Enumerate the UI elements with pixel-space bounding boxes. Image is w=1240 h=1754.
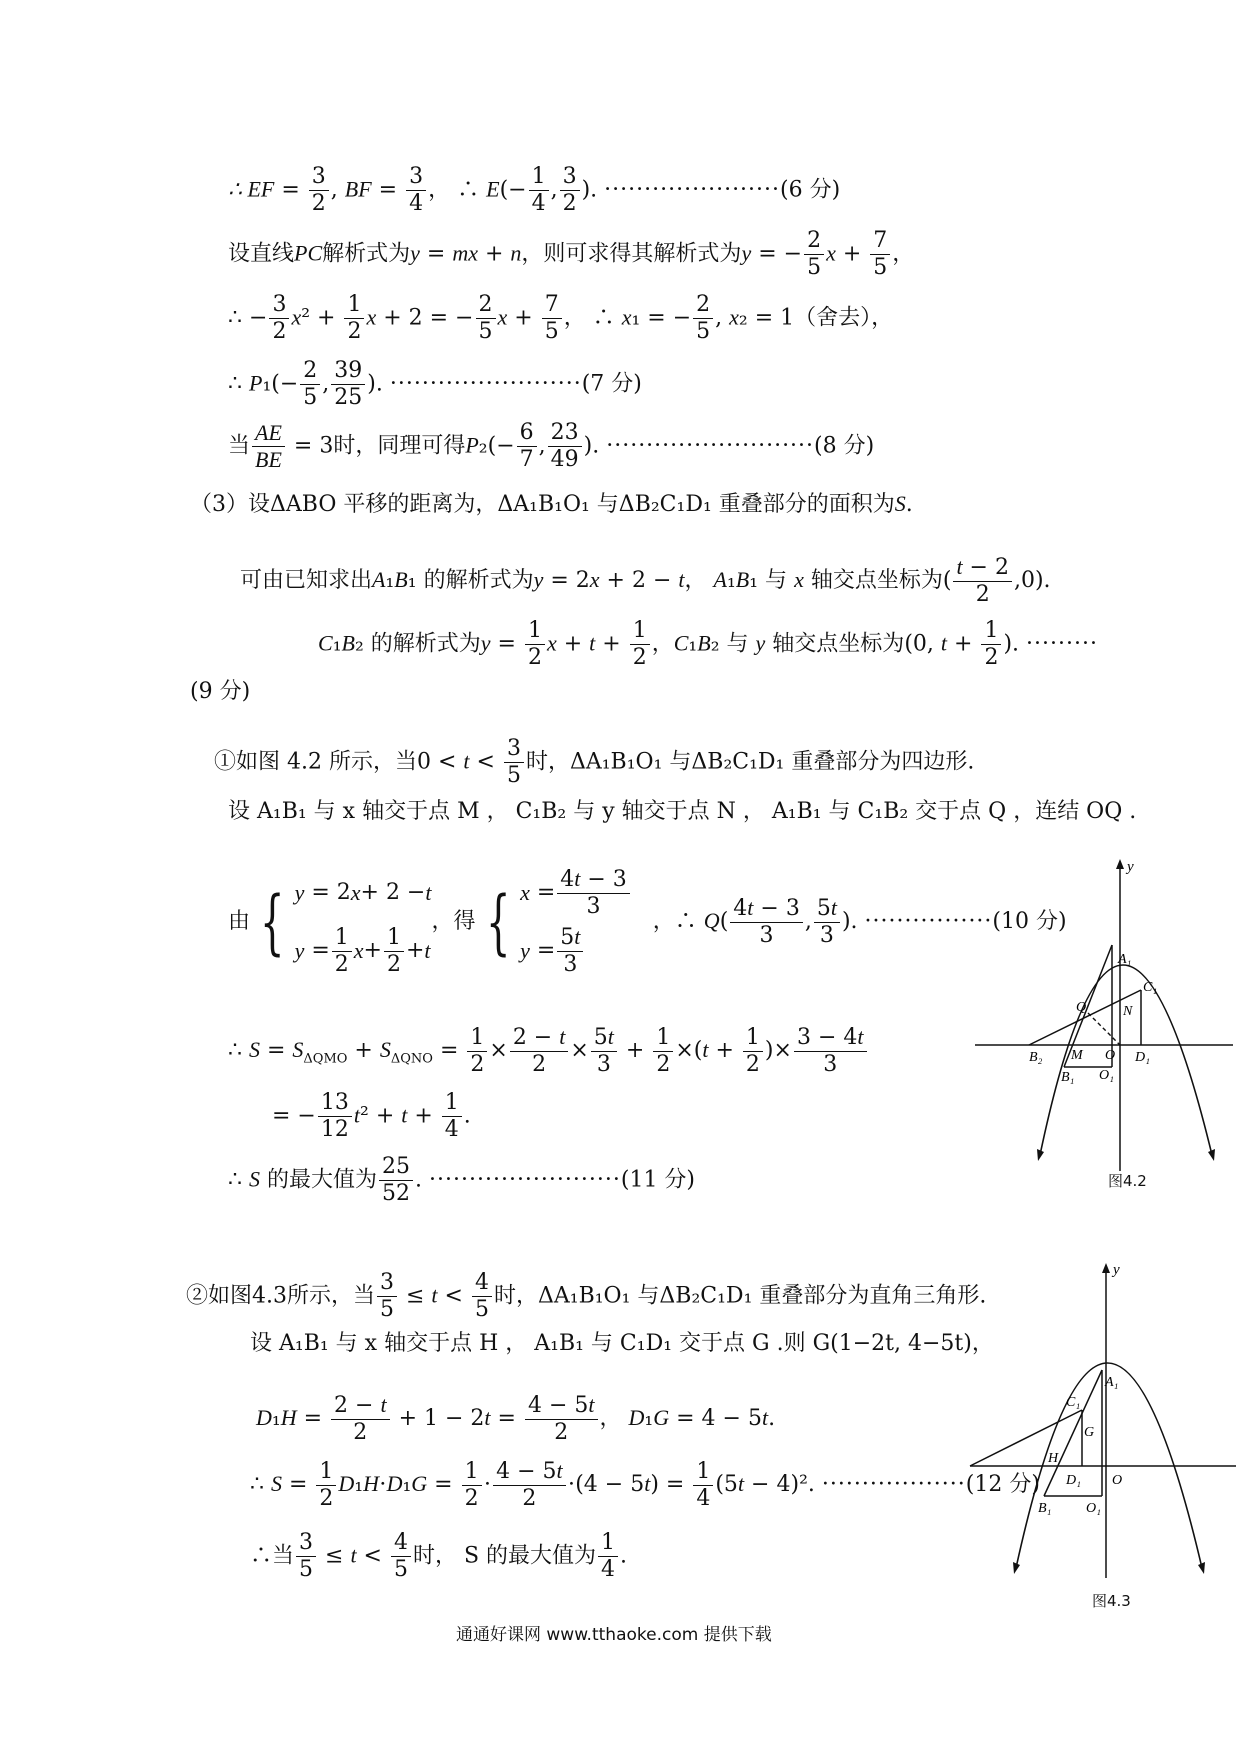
line-pc: 设直线PC解析式为y = mx + n，则可求得其解析式为y = − $\frac{2}{5}$ x + $\frac{7}{5}$ ， [228, 228, 915, 280]
figure-4-2 [975, 855, 1235, 1185]
line-ef-bf: ∴ EF = $\frac{3}{2}$ , BF = $\frac{3}{4}$ ， ∴ E(− $\frac{1}{4}$ , $\frac{3}{2}$ ). ······················(6 分) [228, 164, 841, 216]
svg-text:y: y [1127, 859, 1134, 875]
svg-text:D₁: D₁ [1135, 1050, 1150, 1065]
line-part3: （3）设ΔABO 平移的距离为，ΔA₁B₁O₁ 与ΔB₂C₁D₁ 重叠部分的面积为S. [190, 491, 913, 517]
score-9: (9 分) [190, 679, 251, 704]
svg-text:O₁: O₁ [1099, 1068, 1114, 1083]
svg-text:M: M [1071, 1048, 1083, 1063]
svg-text:y: y [1113, 1262, 1120, 1278]
score-8: (8 分) [814, 433, 875, 459]
figure-4-3 [962, 1258, 1238, 1588]
svg-text:A₁: A₁ [1105, 1375, 1119, 1390]
line-area2: ∴ S = $\frac{1}{2}$ D₁H⋅D₁G = $\frac{1}{2}$ ⋅ $\frac{4 - 5t}{2}$ ⋅(4 − 5t) = $\frac{1}{4}$ (5t − 4)². ··················(12 分) [250, 1458, 1040, 1511]
line-case2: ②如图4.3所示，当 $\frac{3}{5}$ ≤ t < $\frac{4}{5}$ 时，ΔA₁B₁O₁ 与ΔB₂C₁D₁ 重叠部分为直角三角形. [186, 1270, 987, 1322]
svg-text:D₁: D₁ [1066, 1473, 1081, 1488]
line-d1h: D₁H = $\frac{2 - t}{2}$ + 1 − 2t = $\frac{4 - 5t}{2}$ ， D₁G = 4 − 5t. [256, 1392, 776, 1445]
svg-text:A₁: A₁ [1118, 952, 1132, 967]
line-a1b1: 可由已知求出A₁B₁ 的解析式为y = 2x + 2 − t， A₁B₁ 与 x 轴交点坐标为( $\frac{t - 2}{2}$ ,0). [240, 554, 1051, 607]
figure-4-3-caption: 图4.3 [1092, 1592, 1131, 1610]
line-case1: ①如图 4.2 所示，当0 < t < $\frac{3}{5}$ 时，ΔA₁B₁O₁ 与ΔB₂C₁D₁ 重叠部分为四边形. [214, 736, 975, 788]
svg-text:C₁: C₁ [1066, 1395, 1081, 1410]
parabola [1040, 965, 1212, 1155]
line-points: 设 A₁B₁ 与 x 轴交于点 M ， C₁B₂ 与 y 轴交于点 N ， A₁B₁ 与 C₁B₂ 交于点 Q ，连结 OQ . [228, 799, 1137, 824]
score-10: (10 分) [992, 909, 1067, 934]
svg-text:B₁: B₁ [1038, 1501, 1052, 1516]
line-equation: ∴ − $\frac{3}{2}$ x² + $\frac{1}{2}$ x + 2 = − $\frac{2}{5}$ x + $\frac{7}{5}$ ， ∴ x₁ = − $\frac{2}{5}$ , x₂ = 1（舍去）， [228, 292, 894, 344]
line-max2: ∴当 $\frac{3}{5}$ ≤ t < $\frac{4}{5}$ 时， S 的最大值为 $\frac{1}{4}$ . [250, 1530, 628, 1582]
line-c1b2: C₁B₂ 的解析式为y = $\frac{1}{2}$ x + t + $\frac{1}{2}$ ，C₁B₂ 与 y 轴交点坐标为(0, t + $\frac{1}{2}$ ). ········· [318, 618, 1098, 670]
line-area1: ∴ $S = S_{\Delta QMO} + S_{\Delta QNO}$ = $\frac{1}{2}$ × $\frac{2 - t}{2}$ × $\frac{5t}{3}$ + $\frac{1}{2}$ ×(t + $\frac{1}{2}$ )× $\frac{3 - 4t}{3}$ [228, 1024, 869, 1078]
score-12: (12 分) [965, 1472, 1040, 1497]
svg-text:O: O [1105, 1048, 1116, 1063]
line-p2: 当 $\frac{AE}{BE}$ = 3时，同理可得P₂(− $\frac{6}{7}$ , $\frac{23}{49}$ ). ··························(8 分) [228, 420, 875, 472]
svg-text:O₁: O₁ [1086, 1501, 1101, 1516]
svg-text:H: H [1048, 1451, 1059, 1466]
page-footer: 通通好课网 www.tthaoke.com 提供下载 [456, 1625, 772, 1645]
svg-text:B₂: B₂ [1029, 1050, 1043, 1065]
svg-text:O: O [1112, 1473, 1123, 1488]
line-points2: 设 A₁B₁ 与 x 轴交于点 H ， A₁B₁ 与 C₁D₁ 交于点 G .则 G(1−2t, 4−5t)， [250, 1331, 994, 1356]
line-max1: ∴ S 的最大值为 $\frac{25}{52}$ . ························(11 分) [228, 1154, 696, 1206]
svg-text:Q: Q [1076, 1000, 1087, 1015]
svg-text:B₁: B₁ [1061, 1070, 1075, 1085]
score-7: (7 分) [581, 371, 642, 397]
figure-4-2-caption: 图4.2 [1108, 1172, 1147, 1190]
svg-text:G: G [1084, 1425, 1095, 1440]
score-11: (11 分) [620, 1167, 696, 1193]
line-p1: ∴ P₁(− $\frac{2}{5}$ , $\frac{39}{25}$ ). ························(7 分) [228, 358, 642, 410]
line-area1-simplified: = − $\frac{13}{12}$ t² + t + $\frac{1}{4}$ . [272, 1090, 471, 1142]
line-system: 由 { y = 2 x + 2 − t y = 1 2 x + 1 2 + t ，得 { x = 4t − 3 3 y = 5t 3 ，∴ Q( $\frac{4t - 3}{3}$ , $\frac{5t}{3}$ ). ················(10 分) [228, 866, 1067, 977]
svg-text:N: N [1123, 1004, 1133, 1019]
score-6: (6 分) [780, 177, 841, 203]
svg-text:C₁: C₁ [1143, 980, 1158, 995]
